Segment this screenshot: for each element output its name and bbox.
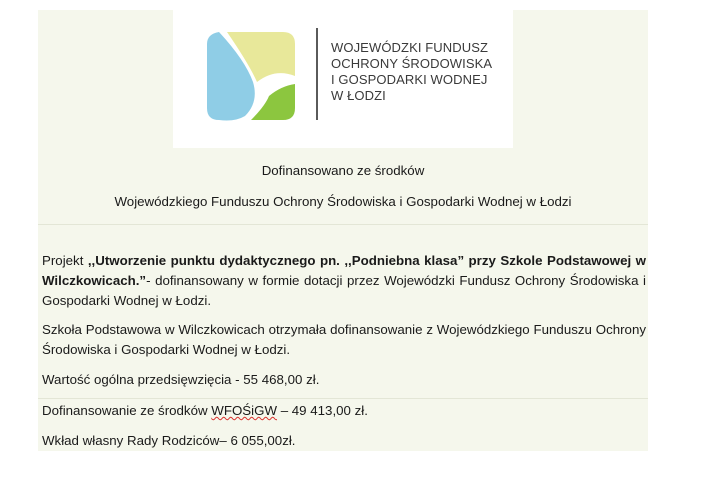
- funding-suffix: – 49 413,00 zł.: [277, 403, 368, 418]
- funding-line: [42, 401, 646, 421]
- header-line-1: Dofinansowano ze środków: [261, 163, 425, 178]
- logo-line-4: W ŁODZI: [331, 88, 386, 103]
- total-value-line: Wartość ogólna przedsięwzięcia - 55 468,00 zł.: [42, 372, 320, 387]
- logo-wordmark: [331, 40, 509, 104]
- logo-line-1: WOJEWÓDZKI FUNDUSZ: [331, 40, 489, 55]
- project-title: ,,Utworzenie punktu dydaktycznego pn. ,,Podniebna klasa” przy Szkole Podstawowej w Wilczkowicach.”: [42, 253, 646, 288]
- divider: [38, 398, 648, 399]
- project-prefix: Projekt: [42, 253, 88, 268]
- funding-acronym: WFOŚiGW: [211, 403, 277, 418]
- header-line-2: Wojewódzkiego Funduszu Ochrony Środowiska i Gospodarki Wodnej w Łodzi: [114, 194, 572, 209]
- logo-divider: [316, 28, 318, 120]
- project-suffix: - dofinansowany w formie dotacji przez Wojewódzki Fundusz Ochrony Środowiska i Gospodarki Wodnej w Łodzi.: [42, 273, 646, 308]
- wfosigw-logo: [173, 10, 513, 148]
- logo-line-2: OCHRONY ŚRODOWISKA: [331, 56, 493, 71]
- school-paragraph: Szkoła Podstawowa w Wilczkowicach otrzymała dofinansowanie z Wojewódzkiego Funduszu Ochrony Środowiska i Gospodarki Wodnej w Łodzi.: [42, 322, 646, 357]
- project-paragraph: [42, 251, 646, 311]
- divider: [38, 224, 648, 225]
- logo-mark-icon: [205, 30, 297, 122]
- logo-line-3: I GOSPODARKI WODNEJ: [331, 72, 488, 87]
- funding-prefix: Dofinansowanie ze środków: [42, 403, 212, 418]
- own-contribution-line: Wkład własny Rady Rodziców– 6 055,00zł.: [42, 433, 296, 448]
